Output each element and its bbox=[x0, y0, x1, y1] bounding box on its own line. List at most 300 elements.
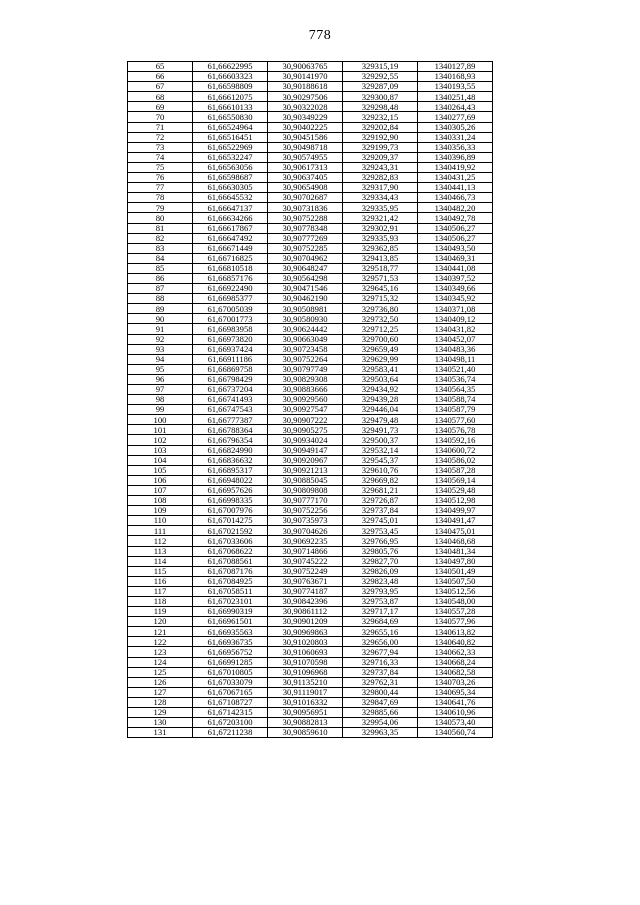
y-coordinate-cell: 1340497,80 bbox=[418, 556, 493, 566]
latitude-cell: 61,66634266 bbox=[193, 213, 268, 223]
longitude-cell: 30,90714866 bbox=[268, 546, 343, 556]
point-number-cell: 98 bbox=[128, 395, 193, 405]
table-row bbox=[128, 657, 493, 667]
latitude-cell: 61,66610133 bbox=[193, 102, 268, 112]
table-row bbox=[128, 576, 493, 586]
x-coordinate-cell: 329439,28 bbox=[343, 395, 418, 405]
x-coordinate-cell: 329823,48 bbox=[343, 576, 418, 586]
longitude-cell: 30,90188618 bbox=[268, 82, 343, 92]
y-coordinate-cell: 1340396,89 bbox=[418, 152, 493, 162]
x-coordinate-cell: 329753,87 bbox=[343, 596, 418, 606]
point-number-cell: 130 bbox=[128, 718, 193, 728]
latitude-cell: 61,67023101 bbox=[193, 596, 268, 606]
point-number-cell: 121 bbox=[128, 627, 193, 637]
longitude-cell: 30,90752285 bbox=[268, 243, 343, 253]
y-coordinate-cell: 1340441,08 bbox=[418, 263, 493, 273]
latitude-cell: 61,67007976 bbox=[193, 506, 268, 516]
x-coordinate-cell: 329518,77 bbox=[343, 263, 418, 273]
table-row bbox=[128, 405, 493, 415]
x-coordinate-cell: 329805,76 bbox=[343, 546, 418, 556]
y-coordinate-cell: 1340168,93 bbox=[418, 72, 493, 82]
y-coordinate-cell: 1340492,78 bbox=[418, 213, 493, 223]
y-coordinate-cell: 1340610,96 bbox=[418, 708, 493, 718]
table-row bbox=[128, 72, 493, 82]
table-row bbox=[128, 173, 493, 183]
table-row bbox=[128, 465, 493, 475]
point-number-cell: 77 bbox=[128, 183, 193, 193]
x-coordinate-cell: 329335,93 bbox=[343, 233, 418, 243]
x-coordinate-cell: 329298,48 bbox=[343, 102, 418, 112]
y-coordinate-cell: 1340469,31 bbox=[418, 253, 493, 263]
page-number: 778 bbox=[308, 28, 332, 43]
table-row bbox=[128, 586, 493, 596]
table-row bbox=[128, 718, 493, 728]
latitude-cell: 61,66796354 bbox=[193, 435, 268, 445]
latitude-cell: 61,66598687 bbox=[193, 173, 268, 183]
table-row bbox=[128, 728, 493, 738]
latitude-cell: 61,66647492 bbox=[193, 233, 268, 243]
longitude-cell: 30,90920967 bbox=[268, 455, 343, 465]
point-number-cell: 111 bbox=[128, 526, 193, 536]
longitude-cell: 30,91020803 bbox=[268, 637, 343, 647]
x-coordinate-cell: 329716,33 bbox=[343, 657, 418, 667]
x-coordinate-cell: 329571,53 bbox=[343, 273, 418, 283]
longitude-cell: 30,90574955 bbox=[268, 152, 343, 162]
point-number-cell: 103 bbox=[128, 445, 193, 455]
point-number-cell: 108 bbox=[128, 496, 193, 506]
point-number-cell: 89 bbox=[128, 304, 193, 314]
longitude-cell: 30,90745222 bbox=[268, 556, 343, 566]
x-coordinate-cell: 329656,00 bbox=[343, 637, 418, 647]
y-coordinate-cell: 1340668,24 bbox=[418, 657, 493, 667]
table-row bbox=[128, 556, 493, 566]
longitude-cell: 30,91016332 bbox=[268, 697, 343, 707]
longitude-cell: 30,90752249 bbox=[268, 566, 343, 576]
longitude-cell: 30,90861112 bbox=[268, 607, 343, 617]
table-row bbox=[128, 122, 493, 132]
table-row bbox=[128, 62, 493, 72]
latitude-cell: 61,66991285 bbox=[193, 657, 268, 667]
table-row bbox=[128, 324, 493, 334]
latitude-cell: 61,66788364 bbox=[193, 425, 268, 435]
point-number-cell: 70 bbox=[128, 112, 193, 122]
longitude-cell: 30,90778348 bbox=[268, 223, 343, 233]
y-coordinate-cell: 1340529,48 bbox=[418, 485, 493, 495]
x-coordinate-cell: 329629,99 bbox=[343, 354, 418, 364]
x-coordinate-cell: 329232,15 bbox=[343, 112, 418, 122]
x-coordinate-cell: 329659,49 bbox=[343, 344, 418, 354]
point-number-cell: 90 bbox=[128, 314, 193, 324]
latitude-cell: 61,66983958 bbox=[193, 324, 268, 334]
y-coordinate-cell: 1340431,82 bbox=[418, 324, 493, 334]
table-row bbox=[128, 667, 493, 677]
y-coordinate-cell: 1340468,68 bbox=[418, 536, 493, 546]
longitude-cell: 30,90349229 bbox=[268, 112, 343, 122]
table-row bbox=[128, 435, 493, 445]
longitude-cell: 30,90949147 bbox=[268, 445, 343, 455]
table-row bbox=[128, 425, 493, 435]
point-number-cell: 96 bbox=[128, 374, 193, 384]
point-number-cell: 71 bbox=[128, 122, 193, 132]
y-coordinate-cell: 1340600,72 bbox=[418, 445, 493, 455]
point-number-cell: 91 bbox=[128, 324, 193, 334]
x-coordinate-cell: 329669,82 bbox=[343, 475, 418, 485]
table-row bbox=[128, 233, 493, 243]
longitude-cell: 30,90752288 bbox=[268, 213, 343, 223]
latitude-cell: 61,67010805 bbox=[193, 667, 268, 677]
point-number-cell: 99 bbox=[128, 405, 193, 415]
x-coordinate-cell: 329282,83 bbox=[343, 173, 418, 183]
table-row bbox=[128, 475, 493, 485]
longitude-cell: 30,90654908 bbox=[268, 183, 343, 193]
y-coordinate-cell: 1340409,12 bbox=[418, 314, 493, 324]
x-coordinate-cell: 329712,25 bbox=[343, 324, 418, 334]
x-coordinate-cell: 329503,64 bbox=[343, 374, 418, 384]
y-coordinate-cell: 1340577,60 bbox=[418, 415, 493, 425]
y-coordinate-cell: 1340536,74 bbox=[418, 374, 493, 384]
point-number-cell: 124 bbox=[128, 657, 193, 667]
point-number-cell: 95 bbox=[128, 364, 193, 374]
y-coordinate-cell: 1340564,35 bbox=[418, 385, 493, 395]
y-coordinate-cell: 1340481,34 bbox=[418, 546, 493, 556]
point-number-cell: 97 bbox=[128, 385, 193, 395]
x-coordinate-cell: 329413,85 bbox=[343, 253, 418, 263]
table-row bbox=[128, 485, 493, 495]
latitude-cell: 61,66516451 bbox=[193, 132, 268, 142]
point-number-cell: 65 bbox=[128, 62, 193, 72]
point-number-cell: 115 bbox=[128, 566, 193, 576]
x-coordinate-cell: 329885,66 bbox=[343, 708, 418, 718]
x-coordinate-cell: 329334,43 bbox=[343, 193, 418, 203]
point-number-cell: 88 bbox=[128, 294, 193, 304]
latitude-cell: 61,67058511 bbox=[193, 586, 268, 596]
y-coordinate-cell: 1340264,43 bbox=[418, 102, 493, 112]
y-coordinate-cell: 1340193,55 bbox=[418, 82, 493, 92]
y-coordinate-cell: 1340507,50 bbox=[418, 576, 493, 586]
x-coordinate-cell: 329737,84 bbox=[343, 506, 418, 516]
x-coordinate-cell: 329717,17 bbox=[343, 607, 418, 617]
x-coordinate-cell: 329479,48 bbox=[343, 415, 418, 425]
x-coordinate-cell: 329827,70 bbox=[343, 556, 418, 566]
table-row bbox=[128, 445, 493, 455]
point-number-cell: 120 bbox=[128, 617, 193, 627]
latitude-cell: 61,66936735 bbox=[193, 637, 268, 647]
longitude-cell: 30,90637405 bbox=[268, 173, 343, 183]
y-coordinate-cell: 1340498,11 bbox=[418, 354, 493, 364]
table-row bbox=[128, 546, 493, 556]
latitude-cell: 61,67001773 bbox=[193, 314, 268, 324]
longitude-cell: 30,90934024 bbox=[268, 435, 343, 445]
y-coordinate-cell: 1340573,40 bbox=[418, 718, 493, 728]
latitude-cell: 61,66935563 bbox=[193, 627, 268, 637]
longitude-cell: 30,90882813 bbox=[268, 718, 343, 728]
latitude-cell: 61,66737204 bbox=[193, 385, 268, 395]
longitude-cell: 30,90969863 bbox=[268, 627, 343, 637]
latitude-cell: 61,66869758 bbox=[193, 364, 268, 374]
x-coordinate-cell: 329583,41 bbox=[343, 364, 418, 374]
point-number-cell: 73 bbox=[128, 142, 193, 152]
point-number-cell: 123 bbox=[128, 647, 193, 657]
longitude-cell: 30,90471546 bbox=[268, 284, 343, 294]
y-coordinate-cell: 1340499,97 bbox=[418, 506, 493, 516]
y-coordinate-cell: 1340640,82 bbox=[418, 637, 493, 647]
y-coordinate-cell: 1340331,24 bbox=[418, 132, 493, 142]
table-row bbox=[128, 193, 493, 203]
table-row bbox=[128, 637, 493, 647]
longitude-cell: 30,90735973 bbox=[268, 516, 343, 526]
x-coordinate-cell: 329300,87 bbox=[343, 92, 418, 102]
y-coordinate-cell: 1340251,48 bbox=[418, 92, 493, 102]
coordinates-table-body bbox=[128, 62, 493, 738]
point-number-cell: 125 bbox=[128, 667, 193, 677]
table-row bbox=[128, 142, 493, 152]
table-row bbox=[128, 162, 493, 172]
longitude-cell: 30,90498718 bbox=[268, 142, 343, 152]
y-coordinate-cell: 1340452,07 bbox=[418, 334, 493, 344]
point-number-cell: 122 bbox=[128, 637, 193, 647]
longitude-cell: 30,90617313 bbox=[268, 162, 343, 172]
point-number-cell: 68 bbox=[128, 92, 193, 102]
point-number-cell: 69 bbox=[128, 102, 193, 112]
longitude-cell: 30,90648247 bbox=[268, 263, 343, 273]
longitude-cell: 30,91096968 bbox=[268, 667, 343, 677]
point-number-cell: 104 bbox=[128, 455, 193, 465]
table-row bbox=[128, 354, 493, 364]
table-row bbox=[128, 566, 493, 576]
point-number-cell: 87 bbox=[128, 284, 193, 294]
latitude-cell: 61,66961501 bbox=[193, 617, 268, 627]
latitude-cell: 61,66563056 bbox=[193, 162, 268, 172]
x-coordinate-cell: 329209,37 bbox=[343, 152, 418, 162]
y-coordinate-cell: 1340356,33 bbox=[418, 142, 493, 152]
table-row bbox=[128, 152, 493, 162]
latitude-cell: 61,66671449 bbox=[193, 243, 268, 253]
latitude-cell: 61,67014275 bbox=[193, 516, 268, 526]
latitude-cell: 61,66612075 bbox=[193, 92, 268, 102]
latitude-cell: 61,67087176 bbox=[193, 566, 268, 576]
longitude-cell: 30,90777269 bbox=[268, 233, 343, 243]
y-coordinate-cell: 1340475,01 bbox=[418, 526, 493, 536]
x-coordinate-cell: 329315,19 bbox=[343, 62, 418, 72]
table-row bbox=[128, 344, 493, 354]
longitude-cell: 30,90580930 bbox=[268, 314, 343, 324]
longitude-cell: 30,90829308 bbox=[268, 374, 343, 384]
x-coordinate-cell: 329500,37 bbox=[343, 435, 418, 445]
latitude-cell: 61,67068622 bbox=[193, 546, 268, 556]
point-number-cell: 128 bbox=[128, 697, 193, 707]
point-number-cell: 67 bbox=[128, 82, 193, 92]
longitude-cell: 30,90402225 bbox=[268, 122, 343, 132]
point-number-cell: 106 bbox=[128, 475, 193, 485]
latitude-cell: 61,66857176 bbox=[193, 273, 268, 283]
y-coordinate-cell: 1340512,56 bbox=[418, 586, 493, 596]
longitude-cell: 30,90921213 bbox=[268, 465, 343, 475]
x-coordinate-cell: 329645,16 bbox=[343, 284, 418, 294]
table-row bbox=[128, 213, 493, 223]
table-row bbox=[128, 203, 493, 213]
y-coordinate-cell: 1340501,49 bbox=[418, 566, 493, 576]
y-coordinate-cell: 1340548,00 bbox=[418, 596, 493, 606]
longitude-cell: 30,90809808 bbox=[268, 485, 343, 495]
y-coordinate-cell: 1340441,13 bbox=[418, 183, 493, 193]
longitude-cell: 30,90508981 bbox=[268, 304, 343, 314]
table-row bbox=[128, 617, 493, 627]
x-coordinate-cell: 329847,69 bbox=[343, 697, 418, 707]
y-coordinate-cell: 1340587,28 bbox=[418, 465, 493, 475]
x-coordinate-cell: 329954,06 bbox=[343, 718, 418, 728]
point-number-cell: 94 bbox=[128, 354, 193, 364]
longitude-cell: 30,90907222 bbox=[268, 415, 343, 425]
point-number-cell: 126 bbox=[128, 677, 193, 687]
x-coordinate-cell: 329287,09 bbox=[343, 82, 418, 92]
table-row bbox=[128, 183, 493, 193]
x-coordinate-cell: 329655,16 bbox=[343, 627, 418, 637]
point-number-cell: 105 bbox=[128, 465, 193, 475]
latitude-cell: 61,66741493 bbox=[193, 395, 268, 405]
x-coordinate-cell: 329726,87 bbox=[343, 496, 418, 506]
x-coordinate-cell: 329446,04 bbox=[343, 405, 418, 415]
longitude-cell: 30,90704962 bbox=[268, 253, 343, 263]
table-row bbox=[128, 647, 493, 657]
point-number-cell: 113 bbox=[128, 546, 193, 556]
latitude-cell: 61,66617867 bbox=[193, 223, 268, 233]
table-row bbox=[128, 132, 493, 142]
point-number-cell: 92 bbox=[128, 334, 193, 344]
point-number-cell: 76 bbox=[128, 173, 193, 183]
y-coordinate-cell: 1340662,33 bbox=[418, 647, 493, 657]
latitude-cell: 61,67088561 bbox=[193, 556, 268, 566]
y-coordinate-cell: 1340587,79 bbox=[418, 405, 493, 415]
table-row bbox=[128, 536, 493, 546]
longitude-cell: 30,90297506 bbox=[268, 92, 343, 102]
table-row bbox=[128, 112, 493, 122]
x-coordinate-cell: 329545,37 bbox=[343, 455, 418, 465]
x-coordinate-cell: 329302,91 bbox=[343, 223, 418, 233]
y-coordinate-cell: 1340397,52 bbox=[418, 273, 493, 283]
longitude-cell: 30,91119017 bbox=[268, 687, 343, 697]
point-number-cell: 75 bbox=[128, 162, 193, 172]
y-coordinate-cell: 1340613,82 bbox=[418, 627, 493, 637]
table-row bbox=[128, 82, 493, 92]
point-number-cell: 86 bbox=[128, 273, 193, 283]
x-coordinate-cell: 329610,76 bbox=[343, 465, 418, 475]
longitude-cell: 30,90774187 bbox=[268, 586, 343, 596]
longitude-cell: 30,90692235 bbox=[268, 536, 343, 546]
table-row bbox=[128, 314, 493, 324]
table-row bbox=[128, 92, 493, 102]
latitude-cell: 61,66777387 bbox=[193, 415, 268, 425]
table-row bbox=[128, 334, 493, 344]
latitude-cell: 61,66998335 bbox=[193, 496, 268, 506]
y-coordinate-cell: 1340371,08 bbox=[418, 304, 493, 314]
longitude-cell: 30,90322028 bbox=[268, 102, 343, 112]
point-number-cell: 101 bbox=[128, 425, 193, 435]
y-coordinate-cell: 1340419,92 bbox=[418, 162, 493, 172]
point-number-cell: 110 bbox=[128, 516, 193, 526]
table-row bbox=[128, 304, 493, 314]
longitude-cell: 30,90564298 bbox=[268, 273, 343, 283]
point-number-cell: 127 bbox=[128, 687, 193, 697]
y-coordinate-cell: 1340682,58 bbox=[418, 667, 493, 677]
longitude-cell: 30,90859610 bbox=[268, 728, 343, 738]
latitude-cell: 61,66645532 bbox=[193, 193, 268, 203]
y-coordinate-cell: 1340641,76 bbox=[418, 697, 493, 707]
point-number-cell: 114 bbox=[128, 556, 193, 566]
latitude-cell: 61,66598809 bbox=[193, 82, 268, 92]
longitude-cell: 30,90451586 bbox=[268, 132, 343, 142]
longitude-cell: 30,90929560 bbox=[268, 395, 343, 405]
x-coordinate-cell: 329715,32 bbox=[343, 294, 418, 304]
x-coordinate-cell: 329793,95 bbox=[343, 586, 418, 596]
longitude-cell: 30,90702687 bbox=[268, 193, 343, 203]
x-coordinate-cell: 329684,69 bbox=[343, 617, 418, 627]
y-coordinate-cell: 1340277,69 bbox=[418, 112, 493, 122]
longitude-cell: 30,90777170 bbox=[268, 496, 343, 506]
table-row bbox=[128, 273, 493, 283]
point-number-cell: 83 bbox=[128, 243, 193, 253]
table-row bbox=[128, 284, 493, 294]
latitude-cell: 61,66550830 bbox=[193, 112, 268, 122]
longitude-cell: 30,90462190 bbox=[268, 294, 343, 304]
latitude-cell: 61,66522969 bbox=[193, 142, 268, 152]
y-coordinate-cell: 1340482,20 bbox=[418, 203, 493, 213]
table-row bbox=[128, 627, 493, 637]
longitude-cell: 30,90752256 bbox=[268, 506, 343, 516]
y-coordinate-cell: 1340431,25 bbox=[418, 173, 493, 183]
x-coordinate-cell: 329826,09 bbox=[343, 566, 418, 576]
latitude-cell: 61,66937424 bbox=[193, 344, 268, 354]
x-coordinate-cell: 329737,84 bbox=[343, 667, 418, 677]
x-coordinate-cell: 329700,60 bbox=[343, 334, 418, 344]
x-coordinate-cell: 329434,92 bbox=[343, 385, 418, 395]
table-row bbox=[128, 607, 493, 617]
x-coordinate-cell: 329736,80 bbox=[343, 304, 418, 314]
latitude-cell: 61,66630305 bbox=[193, 183, 268, 193]
latitude-cell: 61,67067165 bbox=[193, 687, 268, 697]
latitude-cell: 61,67033606 bbox=[193, 536, 268, 546]
y-coordinate-cell: 1340466,73 bbox=[418, 193, 493, 203]
point-number-cell: 116 bbox=[128, 576, 193, 586]
point-number-cell: 109 bbox=[128, 506, 193, 516]
longitude-cell: 30,90704626 bbox=[268, 526, 343, 536]
latitude-cell: 61,67021592 bbox=[193, 526, 268, 536]
latitude-cell: 61,67142315 bbox=[193, 708, 268, 718]
x-coordinate-cell: 329317,90 bbox=[343, 183, 418, 193]
latitude-cell: 61,67033079 bbox=[193, 677, 268, 687]
longitude-cell: 30,90063765 bbox=[268, 62, 343, 72]
longitude-cell: 30,90905275 bbox=[268, 425, 343, 435]
longitude-cell: 30,90842396 bbox=[268, 596, 343, 606]
latitude-cell: 61,66990319 bbox=[193, 607, 268, 617]
y-coordinate-cell: 1340577,96 bbox=[418, 617, 493, 627]
y-coordinate-cell: 1340703,26 bbox=[418, 677, 493, 687]
latitude-cell: 61,66895317 bbox=[193, 465, 268, 475]
x-coordinate-cell: 329677,94 bbox=[343, 647, 418, 657]
y-coordinate-cell: 1340506,27 bbox=[418, 223, 493, 233]
y-coordinate-cell: 1340506,27 bbox=[418, 233, 493, 243]
y-coordinate-cell: 1340557,28 bbox=[418, 607, 493, 617]
point-number-cell: 85 bbox=[128, 263, 193, 273]
point-number-cell: 107 bbox=[128, 485, 193, 495]
y-coordinate-cell: 1340588,74 bbox=[418, 395, 493, 405]
longitude-cell: 30,90885045 bbox=[268, 475, 343, 485]
point-number-cell: 100 bbox=[128, 415, 193, 425]
table-row bbox=[128, 526, 493, 536]
x-coordinate-cell: 329532,14 bbox=[343, 445, 418, 455]
y-coordinate-cell: 1340560,74 bbox=[418, 728, 493, 738]
point-number-cell: 119 bbox=[128, 607, 193, 617]
table-row bbox=[128, 455, 493, 465]
